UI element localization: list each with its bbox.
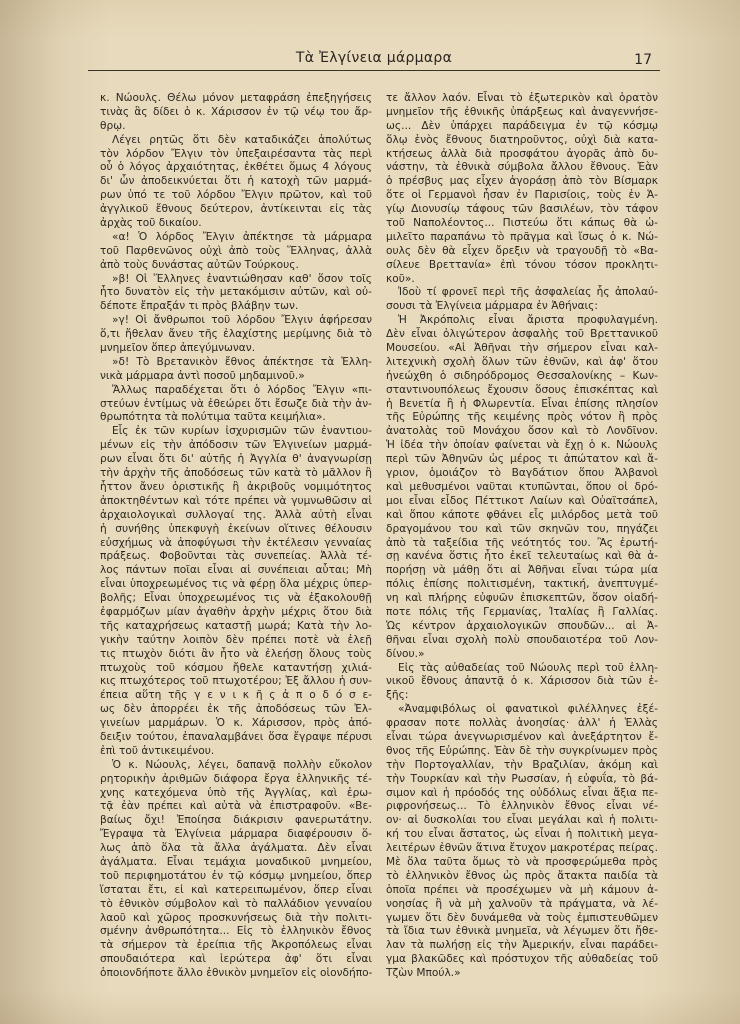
text-line: ἡ Βενετία ἢ ἡ Φλωρεντία. Εἶναι ἐπίσης πλησίον xyxy=(386,397,658,410)
text-line: γμα βλακῶδες καὶ πρόστυχον τῆς αὐθαδείας τοῦ xyxy=(386,953,658,966)
right-text-column xyxy=(386,92,658,981)
text-line: ρητορικὴν ἀριθμῶν διάφορα ἔργα ἑλληνικῆς τέ- xyxy=(100,772,372,785)
text-line: μιλεῖτο παραπάνω τὸ πρᾶγμα καὶ ἴσως ὁ κ. Νώ- xyxy=(386,230,658,243)
paragraph xyxy=(386,703,658,981)
text-line: εἶναι τώρα ἀνεγνωρισμένον καὶ ἀνεξάρτητον ἔ- xyxy=(386,730,658,743)
text-line: Μουσείου. «Αἱ Ἀθῆναι τὴν σήμερον εἶναι καλ- xyxy=(386,342,658,355)
text-line: πράξεως. Φοβοῦνται τὰς συνεπείας. Ἀλλὰ τέ- xyxy=(100,550,372,563)
text-line: »δ! Τὸ Βρετανικὸν ἔθνος ἀπέκτησε τὰ Ἑλλη- xyxy=(112,355,372,368)
text-line: γωμεν ὅτι δὲν δυνάμεθα νὰ τοὺς ἐμπιστευθῶμεν xyxy=(386,911,658,924)
left-text-column xyxy=(100,92,372,981)
text-line: τὸ ἐθνικὸν σύμβολον καὶ τὸ παλλάδιον γενναίου xyxy=(100,897,372,910)
text-line: μνημεῖον ὅπερ ἀπεγύμνωναν. xyxy=(100,342,256,355)
text-line: λιτεχνικὴ σχολὴ ὅλων τῶν ἐθνῶν, καὶ ἀφ' ὅτου xyxy=(386,355,658,368)
text-line: λαν τὰ πωλήσῃ εἰς τὴν Ἀμερικήν, εἶναι παράδει- xyxy=(386,939,658,952)
paragraph xyxy=(100,425,372,758)
text-line: ἀγγλικοῦ ἔθνους δεύτερον, ἀντίκεινται εἰς τὰς xyxy=(100,203,372,216)
text-line: λως ἀπὸ ὅλα τὰ ἄλλα ἀγάλματα. Δὲν εἶναι xyxy=(100,842,372,855)
text-line: σίλευε Βρεττανία» ἐπὶ τόνου τόσον προκλητι- xyxy=(386,258,658,271)
text-line: »γ! Οἱ ἄνθρωποι τοῦ λόρδου Ἔλγιν ἀφήρεσαν xyxy=(112,314,372,327)
text-line: Ἔγραψα τὰ Ἐλγίνεια μάρμαρα διαφέρουσιν ὅ- xyxy=(100,828,372,841)
text-line: ὅ,τι ἤθελαν ἄνευ τῆς ἐλαχίστης μερίμνης διὰ τὸ xyxy=(100,328,372,341)
running-header xyxy=(88,46,660,71)
text-line: βολῆς; Εἶναι ὑποχρεωμένος τις νὰ ἐξακολουθῇ xyxy=(100,592,372,605)
text-line: ον· αἱ δυσκολίαι του εἶναι μεγάλαι καὶ ἡ πολιτι- xyxy=(386,814,658,827)
text-line: Εἰς τὰς αὐθαδείας τοῦ Νώουλς περὶ τοῦ ἑλλη- xyxy=(398,661,658,674)
text-line: τὰ σήμερον τὰ ἐρείπια τῆς Ἀκροπόλεως εἶναι xyxy=(100,939,372,952)
page-number: 17 xyxy=(634,52,652,68)
text-line: τὰ ἴδια των ἐθνικὰ μνημεῖα, νὰ λέγωμεν ὅτι ἤθε- xyxy=(386,925,658,938)
paragraph xyxy=(100,384,372,426)
text-line: τὸν λόρδον Ἔλγιν τὸν ὑπεξαιρέσαντα τὰς περὶ xyxy=(100,147,372,160)
text-line: σταντινουπόλεως ἔχουσιν ὅσους ἐπισκέπτας καὶ xyxy=(386,383,658,396)
text-line: κ. Νώουλς. Θέλω μόνον μεταφράση ἐπεξηγήσεις xyxy=(100,92,372,104)
text-line: ἐφαρμόζων μίαν ἀγαθὴν ἀρχὴν μέχρις ὅτου διὰ xyxy=(100,605,372,618)
text-line: Τζὼν Μπούλ.» xyxy=(386,967,461,980)
text-line: γινείων μαρμάρων. Ὁ κ. Χάρισσον, πρὸς ἀπό- xyxy=(100,717,372,730)
paragraph xyxy=(100,759,372,981)
running-title: Τὰ Ἐλγίνεια μάρμαρα xyxy=(295,50,453,66)
text-line: Ἡ ἰδέα τὴν ὁποίαν φαίνεται νὰ ἔχῃ ὁ κ. Νώουλς xyxy=(386,439,658,452)
text-line: οὗ ὁ λόγος ἀρχαιότητας, ἐκθέτει ὅμως 4 λόγους xyxy=(100,161,372,174)
text-line: σῃ κανένα ὅστις ἦτο ἐκεῖ τελευταίως καὶ θὰ ἀ- xyxy=(386,550,658,563)
text-line: ρων ὑπό τε τοῦ λόρδου Ἔλγιν πρῶτον, καὶ τοῦ xyxy=(100,189,372,202)
text-line: ἵσταται ἔτι, εἰ καὶ κατερειπωμένον, ὅπερ εἶναι xyxy=(100,883,372,896)
text-line: πτωχοὺς τοῦ κόσμου ἤθελε καταντήσῃ χιλιά- xyxy=(100,661,372,674)
text-line: Ἰδοὺ τί φρονεῖ περὶ τῆς ἀσφαλείας ἧς ἀπολαύ- xyxy=(398,286,658,299)
text-line: λος πάντων ποῖαι εἶναι αἱ συνέπειαι αὗται; Μὴ xyxy=(100,564,372,577)
text-line: ὅλῳ ἑνὸς ἔθνους διατηροῦντος, οὐχὶ διὰ κατα- xyxy=(386,133,658,146)
text-line: ἀρχαιολογικαὶ συλλογαί της. Ἀλλὰ αὐτὴ εἶναι xyxy=(100,508,372,521)
text-line: «α! Ὁ λόρδος Ἔλγιν ἀπέκτησε τὰ μάρμαρα xyxy=(112,230,372,243)
text-line: γίῳ Διονυσίῳ τάφους τῶν βασιλέων, τὸν τάφον xyxy=(386,203,658,216)
text-line: ὁποῖα πρέπει νὰ προσέχωμεν νὰ μὴ κάμουν ἀ- xyxy=(386,883,658,896)
text-line: Μὲ ὅλα ταῦτα ὅμως τὸ νὰ προσφερώμεθα πρὸς xyxy=(386,855,658,868)
text-line: Ἡ Ἀκρόπολις εἶναι ἄριστα προφυλαγμένη. xyxy=(398,314,658,327)
text-line: καὶ ὅπου κάποτε φθάνει εἷς μιλόρδος μετὰ τοῦ xyxy=(386,508,658,521)
text-line: δραγομάνου του καὶ τῶν σκηνῶν του, πηγάζει xyxy=(386,522,658,535)
paragraph xyxy=(100,92,372,134)
text-line: ἀνατολὰς τοῦ Μονάχου ὅσον καὶ τὸ Λονδῖνον. xyxy=(386,425,658,438)
text-line: Λέγει ρητῶς ὅτι δὲν καταδικάζει ἀπολύτως xyxy=(112,133,372,146)
text-line: τῆς καταχρήσεως καταστῇ μωρά; Κατὰ τὴν λο- xyxy=(100,619,372,632)
text-line: κτήσεως ἀλλὰ διὰ προσφάτου ἀγορᾶς ἀπὸ δυ- xyxy=(386,147,658,160)
text-line: σουσι τὰ Ἐλγίνεια μάρμαρα ἐν Ἀθήναις: xyxy=(386,300,598,313)
text-line: χνης κατεχόμενα ὑπὸ τῆς Ἀγγλίας, καὶ ἐρω- xyxy=(100,786,372,799)
text-line: Εἷς ἐκ τῶν κυρίων ἰσχυρισμῶν τῶν ἐναντιου- xyxy=(112,425,372,438)
text-line: ἀρχὰς τοῦ δικαίου. xyxy=(100,217,202,230)
paragraph xyxy=(386,662,658,704)
text-line: ἧττον ἄνευ ὁριστικῆς ἢ ἀκριβοῦς νομιμότητος xyxy=(100,480,372,493)
text-line: γικὴν ταύτην λοιπὸν δὲν πρέπει ποτὲ νὰ ἐλεῇ xyxy=(100,633,372,646)
text-line: ριφρονήσεως... Τὸ ἑλληνικὸν ἔθνος εἶναι νέ- xyxy=(386,800,658,813)
text-line: γριον, ὁμοιάζον τὸ Βαγδάτιον ὅπου Ἀλβανοὶ xyxy=(386,467,658,480)
text-line: «Ἀναμφιβόλως οἱ φανατικοὶ φιλέλληνες ἐξέ- xyxy=(398,703,658,716)
text-line: τοῦ Ναπολέοντος... Πιστεύω ὅτι κάπως θὰ ὡ- xyxy=(386,217,658,230)
text-line: ως... Δὲν ὑπάρχει παράδειγμα ἐν τῷ κόσμῳ xyxy=(386,119,658,132)
paragraph xyxy=(100,273,372,315)
text-line: τινὰς ἃς δίδει ὁ κ. Χάρισσον ἐν τῷ νέῳ του ἄρ- xyxy=(100,105,372,118)
text-line: καὶ μεθυσμένοι ναῦται κτυπῶνται, ὅπου οἱ δρό- xyxy=(386,480,658,493)
text-line: σιμον καὶ ἡ πρόοδός της οὐδόλως εἶναι ἄξια πε- xyxy=(386,786,658,799)
text-line: τῆς Εὐρώπης τῆς κειμένης πρὸς νότον ἢ πρὸς xyxy=(386,411,658,424)
paragraph xyxy=(386,314,658,661)
text-line: κις πτωχότερος τοῦ πτωχοτέρου; Ἐξ ἄλλου ἡ συν- xyxy=(100,675,372,688)
text-line: ουλς δὲν θὰ εἶχεν ὄρεξιν νὰ τραγουδῇ τὸ «Βα- xyxy=(386,244,658,257)
text-line: λειτέρων ἐθνῶν ἅτινα ἔτυχον μακροτέρας πείρας. xyxy=(386,842,658,855)
text-line: πόλις ἐπίσης πολιτισμένη, τακτική, ἀνεπτυγμέ- xyxy=(386,578,658,591)
text-line: νικοῦ ἔθνους ἀπαντᾷ ὁ κ. Χάρισσον διὰ τῶν ἑ- xyxy=(386,675,658,688)
text-line: λαοῦ καὶ χῶρος προσκυνήσεως διὰ τὴν πολιτι- xyxy=(100,911,372,924)
text-line: τὴν Τουρκίαν καὶ τὴν Ρωσσίαν, ἡ εὐφυΐα, τὸ βά- xyxy=(386,772,658,785)
text-line: θνος τῆς Εὐρώπης. Ἐὰν δὲ τὴν συγκρίνωμεν πρὸς xyxy=(386,744,658,757)
text-line: ἀπὸ τὰ ταξείδια τῆς νεότητός του. Ἂς ἐρωτή- xyxy=(386,536,658,549)
text-line: κή του εἶναι ἄστατος, ὡς εἶναι ἡ πολιτικὴ μεγα- xyxy=(386,828,658,841)
text-line: περὶ τῶν Ἀθηνῶν ὡς μέρος τι ἀπώτατον καὶ ἄ- xyxy=(386,453,658,466)
text-line: τᾷ ἐὰν πρέπει καὶ αὐτὰ νὰ ἐπιστραφοῦν. «Βε- xyxy=(100,800,372,813)
paragraph xyxy=(386,286,658,314)
text-line: έπεια αὕτη τῆς γ ε ν ι κ ῆ ς ἀ π ο δ ό σ ε- xyxy=(100,689,372,702)
text-line: νάστην, τὰ ἐθνικὰ σύμβολα ἄλλου ἔθνους. Ἐὰν xyxy=(386,161,658,174)
text-line: θρῳ. xyxy=(100,119,126,132)
text-line: τοῦ περιφημοτάτου ἐν τῷ κόσμῳ μνημείου, ὅπερ xyxy=(100,869,372,882)
text-line: ἦτο δυνατὸν εἰς τὴν μετακόμισιν αὐτῶν, καὶ οὐ- xyxy=(100,286,372,299)
paragraph xyxy=(386,92,658,286)
text-line: ἀγάλματα. Εἶναι τεμάχια μοναδικοῦ μνημείου, xyxy=(100,855,372,868)
text-line: ἠνεώχθη ὁ σιδηρόδρομος Θεσσαλονίκης – Κων- xyxy=(386,369,658,382)
text-line: ξῆς: xyxy=(386,689,409,702)
text-line: ὁποιονδήποτε ἄλλο ἐθνικὸν μνημεῖον εἰς οἱονδήπο- xyxy=(100,967,373,980)
text-line: δίνου.» xyxy=(386,647,425,660)
text-line: μοι εἶναι εἶδος Πέττικοτ Λαίων καὶ Οὐαϊτσάπελ, xyxy=(386,494,658,507)
text-line: τὴν Πορτογαλλίαν, τὴν Βραζιλίαν, ἀκόμη καὶ xyxy=(386,758,658,771)
text-line: ἀπὸ τοὺς δυνάστας αὐτῶν Τούρκους. xyxy=(100,258,299,271)
text-line: εὐσχήμως νὰ ἀποφύγωσι τὴν ἐκτέλεσιν γενναίας xyxy=(100,536,372,549)
text-line: θῆναι εἶναι σχολὴ πολὺ σπουδαιοτέρα τοῦ Λον- xyxy=(386,633,658,646)
text-line: ἐπὶ τοῦ ἀντικειμένου. xyxy=(100,744,215,757)
text-line: βαίως ὄχι! Ἐποίησα διάκρισιν φανερωτάτην. xyxy=(100,814,372,827)
text-line: ως δὲν ἀπορρέει ἐκ τῆς ἀποδόσεως τῶν Ἐλ- xyxy=(100,703,372,716)
text-line: Δὲν εἶναι ὀλιγώτερον ἀσφαλὴς τοῦ Βρεττανικοῦ xyxy=(386,328,658,341)
paragraph xyxy=(100,134,372,231)
text-line: »β! Οἱ Ἕλληνες ἐναντιώθησαν καθ' ὅσον τοῖς xyxy=(112,272,372,285)
text-line: ὁ πρέσβυς μας εἶχεν ἀγοράσῃ ἀπὸ τὸν Βίσμαρκ xyxy=(386,175,658,188)
text-line: μνημεῖον τῆς ἐθνικῆς ὑπάρξεως καὶ ἀναγεννήσε- xyxy=(386,105,658,118)
text-line: τε ἄλλον λαόν. Εἶναι τὸ ἐξωτερικὸν καὶ ὁρατὸν xyxy=(386,92,658,104)
text-line: τις πτωχὸν διότι ἂν ἦτο νὰ ἐλεήσῃ ὅλους τοὺς xyxy=(100,647,372,660)
paragraph xyxy=(100,314,372,356)
text-line: Ὡς κέντρον ἀρχαιολογικῶν σπουδῶν... αἱ Ἀ- xyxy=(386,619,658,632)
text-line: νη καὶ πλήρης εὐφυῶν ἐπισκεπτῶν, ὅσον οἱαδή- xyxy=(386,592,658,605)
text-line: ἡ συνήθης ὑπεκφυγὴ ἐκείνων οἵτινες θέλουσιν xyxy=(100,522,372,535)
text-line: δέποτε ἔπραξάν τι πρὸς βλάβην των. xyxy=(100,300,299,313)
text-line: τοῦ Παρθενῶνος οὐχὶ ἀπὸ τοὺς Ἕλληνας, ἀλλὰ xyxy=(100,244,372,257)
text-line: εἶναι ὑποχρεωμένος τις νὰ φέρῃ ὅλα μέχρις ὑπερ- xyxy=(100,578,372,591)
text-line: νικὰ μάρμαρα ἀντὶ ποσοῦ μηδαμινοῦ.» xyxy=(100,369,305,382)
text-line: ἀποκτηθέντων καὶ τότε πρέπει νὰ γυμνωθῶσιν αἱ xyxy=(100,494,372,507)
text-line: τὸ ἑλληνικὸν ἔθνος ὡς πρὸς ἄτακτα παιδία τὰ xyxy=(386,869,658,882)
text-line: ποτε πόλις τῆς Γερμανίας, Ἰταλίας ἢ Γαλλίας. xyxy=(386,605,658,618)
text-line: ρων εἶναι ὅτι δι' αὐτῆς ἡ Ἀγγλία θ' ἀναγνωρίσῃ xyxy=(100,453,372,466)
text-line: φρασαν ποτε πολλὰς ἀνοησίας· ἀλλ' ἡ Ἑλλὰς xyxy=(386,717,658,730)
text-line: τὴν ἀρχὴν τῆς ἀποδόσεως τῶν κατὰ τὸ μᾶλλον ἢ xyxy=(100,467,372,480)
paragraph xyxy=(100,356,372,384)
text-line: ὅτε οἱ Γερμανοὶ ἦσαν ἐν Παρισίοις, τοὺς ἐν Ἁ- xyxy=(386,189,658,202)
text-line: πορήσῃ νὰ μάθῃ ὅτι αἱ Ἀθῆναι εἶναι τώρα μία xyxy=(386,564,658,577)
text-line: μένων εἰς τὴν ἀπόδοσιν τῶν Ἐλγινείων μαρμά- xyxy=(100,439,372,452)
text-line: Ἄλλως παραδέχεται ὅτι ὁ λόρδος Ἔλγιν «πι- xyxy=(112,383,372,396)
text-line: σμένην ἀνθρωπότητα... Εἰς τὸ ἑλληνικὸν ἔθνος xyxy=(100,925,372,938)
text-line: σπουδαιότερα καὶ ἱερώτερα ἀφ' ὅτι εἶναι xyxy=(100,953,372,966)
text-line: Ὁ κ. Νώουλς, λέγει, δαπανᾷ πολλὴν εὔκολον xyxy=(112,758,372,771)
text-line: δι' ὧν ἀποδεικνύεται ὅτι ἡ κατοχὴ τῶν μαρμά- xyxy=(100,175,372,188)
text-line: δειξιν τούτου, ἐπαναλαμβάνει ὅσα ἔγραψε πέρυσι xyxy=(100,730,372,743)
text-line: στεύων ἐντίμως νὰ ἐθεώρει ὅτι ἔσωζε διὰ τὴν ἀν- xyxy=(100,397,372,410)
text-line: κοῦ». xyxy=(386,272,415,285)
paragraph xyxy=(100,231,372,273)
text-line: θρωπότητα τὰ πολύτιμα ταῦτα κειμήλια». xyxy=(100,411,326,424)
text-line: νοησίας ἢ νὰ μὴ χαλνοῦν τὰ πράγματα, νὰ λέ- xyxy=(386,897,658,910)
